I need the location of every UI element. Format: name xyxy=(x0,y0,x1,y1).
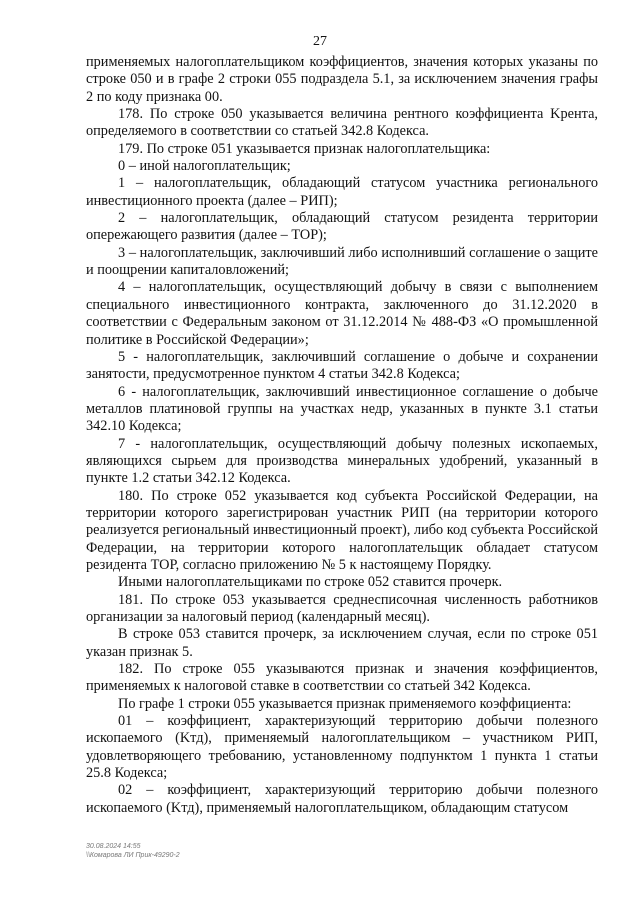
document-body xyxy=(86,54,598,817)
list-item-7: 7 - налогоплательщик, осуществляющий добычу полезных ископаемых, являющихся сырьем для производства минеральных удобрений, указанный в пункте 1.2 статьи 342.12 Кодекса. xyxy=(86,435,598,487)
paragraph-180: 180. По строке 052 указывается код субъекта Российской Федерации, на территории которого зарегистрирован участник РИП (на территории которого реализуется региональный инвестиционный проект), либо код субъекта Российской Федерации, на территории которого налогоплательщик обладает статусом резидента ТОР, согласно приложению № 5 к настоящему Порядку. xyxy=(86,487,598,573)
list-item-6: 6 - налогоплательщик, заключивший инвестиционное соглашение о добыче металлов платиновой группы на участках недр, указанных в пункте 3.1 статьи 342.10 Кодекса; xyxy=(86,383,598,435)
coefficient-01: 01 – коэффициент, характеризующий территорию добычи полезного ископаемого (Kтд), применяемый налогоплательщиком – участником РИП, удовлетворяющего требованию, установленному подпунктом 1 пункта 1 статьи 25.8 Кодекса; xyxy=(86,713,598,782)
footer-stamp xyxy=(86,842,180,860)
list-item-0: 0 – иной налогоплательщик; xyxy=(118,158,291,175)
paragraph-179: 179. По строке 051 указывается признак налогоплательщика: xyxy=(118,140,491,157)
list-item-1: 1 – налогоплательщик, обладающий статусом участника регионального инвестиционного проекта (далее – РИП); xyxy=(86,175,598,209)
list-item-4: 4 – налогоплательщик, осуществляющий добычу в связи с выполнением специального инвестиционного контракта, заключенного до 31.12.2020 в соответствии с Федеральным законом от 31.12.2014 № 488-ФЗ «О промышленной политике в Российской Федерации»; xyxy=(86,279,598,348)
list-item-2: 2 – налогоплательщик, обладающий статусом резидента территории опережающего развития (далее – ТОР); xyxy=(86,210,598,244)
paragraph-181-note: В строке 053 ставится прочерк, за исключением случая, если по строке 051 указан признак 5. xyxy=(86,626,598,660)
list-item-5: 5 - налогоплательщик, заключивший соглашение о добыче и сохранении занятости, предусмотренное пунктом 4 статьи 342.8 Кодекса; xyxy=(86,348,598,383)
footer-timestamp: 30.08.2024 14:55 xyxy=(86,843,141,850)
paragraph-182-column1: По графе 1 строки 055 указывается признак применяемого коэффициента: xyxy=(118,695,572,712)
paragraph-178: 178. По строке 050 указывается величина рентного коэффициента Kрента, определяемого в соответствии со статьей 342.8 Кодекса. xyxy=(86,106,598,140)
paragraph-181: 181. По строке 053 указывается среднесписочная численность работников организации за налоговый период (календарный месяц). xyxy=(86,591,598,625)
list-item-3: 3 – налогоплательщик, заключивший либо исполнивший соглашение о защите и поощрении капиталовложений; xyxy=(86,244,598,279)
paragraph-182: 182. По строке 055 указываются признак и значения коэффициентов, применяемых к налоговой ставке в соответствии со статьей 342 Кодекса. xyxy=(86,661,598,695)
paragraph-continuation: применяемых налогоплательщиком коэффициентов, значения которых указаны по строке 050 и в графе 2 строки 055 подраздела 5.1, за исключением значения графы 2 по коду признака 00. xyxy=(86,54,598,105)
paragraph-180-note: Иными налогоплательщиками по строке 052 ставится прочерк. xyxy=(118,574,503,591)
page-number: 27 xyxy=(313,34,327,49)
footer-author: \\Комарова ЛИ Прик-49290-2 xyxy=(86,852,180,859)
coefficient-02: 02 – коэффициент, характеризующий территорию добычи полезного ископаемого (Kтд), применяемый налогоплательщиком, обладающим статусом xyxy=(86,782,598,816)
